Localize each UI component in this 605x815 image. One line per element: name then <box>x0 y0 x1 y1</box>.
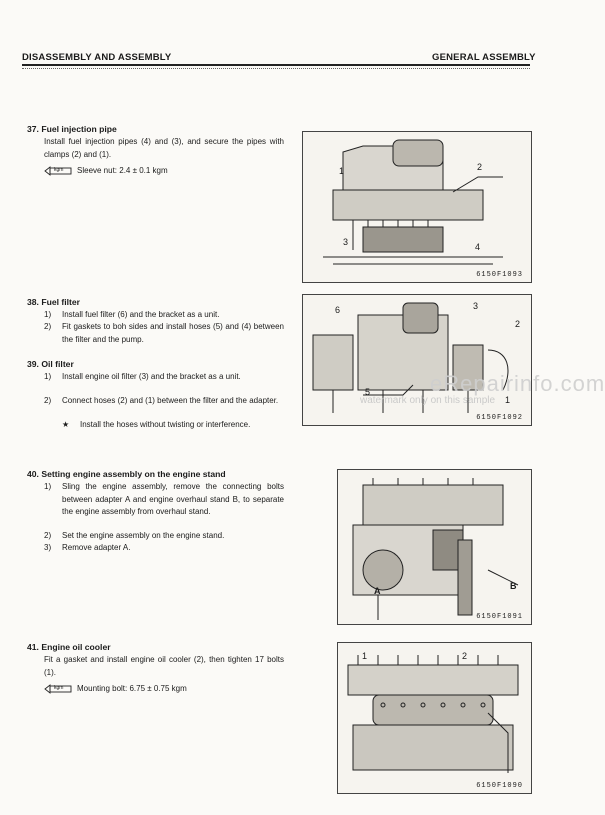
fig1-callout-1: 1 <box>339 166 345 176</box>
section-39-step-1 <box>44 371 284 397</box>
fig4-callout-1: 1 <box>362 651 368 661</box>
section-41-torque: Mounting bolt: 6.75 ± 0.75 kgm <box>77 684 187 693</box>
figure-engine-stand <box>337 469 532 625</box>
figure-oil-cooler <box>337 642 532 794</box>
section-37-torque: Sleeve nut: 2.4 ± 0.1 kgm <box>77 166 168 175</box>
section-40-step-1 <box>44 481 284 531</box>
fig4-callout-2: 2 <box>462 651 468 661</box>
section-39-title: 39. Oil filter <box>27 359 74 369</box>
note-text: Install the hoses without twisting or interference. <box>80 420 251 429</box>
section-37-body: Install fuel injection pipes (4) and (3), and secure the pipes with clamps (2) and (1). <box>44 137 284 159</box>
section-39-step-2 <box>44 395 284 421</box>
torque-wrench-icon <box>44 684 72 694</box>
section-40-step-3 <box>44 542 284 555</box>
figure-fuel-and-oil-filter <box>302 294 532 426</box>
watermark-sub: watermark only on this sample <box>360 395 496 406</box>
fig1-callout-3: 3 <box>343 237 349 247</box>
step-text: Set the engine assembly on the engine stand. <box>62 531 225 540</box>
step-text: Fit gaskets to boh sides and install hoses (5) and (4) between the filter and the pump. <box>62 322 284 344</box>
torque-unit-label: kgm <box>54 685 64 691</box>
watermark-main: eRepairinfo.com <box>430 371 605 396</box>
section-41-title: 41. Engine oil cooler <box>27 642 111 652</box>
fig2-callout-1: 1 <box>505 395 511 405</box>
section-39-note <box>62 419 284 445</box>
step-text: Remove adapter A. <box>62 543 131 552</box>
step-text: Install fuel filter (6) and the bracket as a unit. <box>62 310 220 319</box>
header-rule-dotted <box>22 68 530 69</box>
fuel-pipe-illustration <box>303 132 531 282</box>
section-37-title: 37. Fuel injection pipe <box>27 124 117 134</box>
fig2-callout-2: 2 <box>515 319 521 329</box>
fig2-callout-6: 6 <box>335 305 341 315</box>
fig4-code: 6150F1090 <box>476 782 523 790</box>
fig1-code: 6150F1093 <box>476 271 523 279</box>
fig1-callout-2: 2 <box>477 162 483 172</box>
step-number: 2) <box>44 396 52 405</box>
header-right: GENERAL ASSEMBLY <box>432 52 536 63</box>
fig3-code: 6150F1091 <box>476 613 523 621</box>
section-41-body: Fit a gasket and install engine oil cooler (2), then tighten 17 bolts (1). <box>44 655 284 677</box>
section-38-title: 38. Fuel filter <box>27 297 81 307</box>
step-text: Connect hoses (2) and (1) between the filter and the adapter. <box>62 396 279 405</box>
header-left: DISASSEMBLY AND ASSEMBLY <box>22 52 172 63</box>
section-38-step-2 <box>44 321 284 347</box>
torque-wrench-icon <box>44 166 72 176</box>
step-text: Sling the engine assembly, remove the connecting bolts between adapter A and engine overhaul stand B, to separate the engine assembly from overhaul stand. <box>62 482 284 516</box>
fig2-code: 6150F1092 <box>476 414 523 422</box>
torque-unit-label: kgm <box>54 167 64 173</box>
step-number: 1) <box>44 482 52 491</box>
fig3-callout-B: B <box>510 581 517 591</box>
step-number: 2) <box>44 322 52 331</box>
header-rule <box>22 64 530 66</box>
figure-fuel-injection-pipe <box>302 131 532 283</box>
step-text: Install engine oil filter (3) and the bracket as a unit. <box>62 372 241 381</box>
fig2-callout-5: 5 <box>365 387 371 397</box>
fig3-callout-A: A <box>374 586 381 596</box>
section-40-title: 40. Setting engine assembly on the engine stand <box>27 469 226 479</box>
step-number: 1) <box>44 372 52 381</box>
oil-cooler-illustration <box>338 643 531 793</box>
step-number: 3) <box>44 543 52 552</box>
step-number: 1) <box>44 310 52 319</box>
note-star: ★ <box>62 420 70 429</box>
step-number: 2) <box>44 531 52 540</box>
fig2-callout-3: 3 <box>473 301 479 311</box>
engine-stand-illustration <box>338 470 531 624</box>
fig1-callout-4: 4 <box>475 242 481 252</box>
